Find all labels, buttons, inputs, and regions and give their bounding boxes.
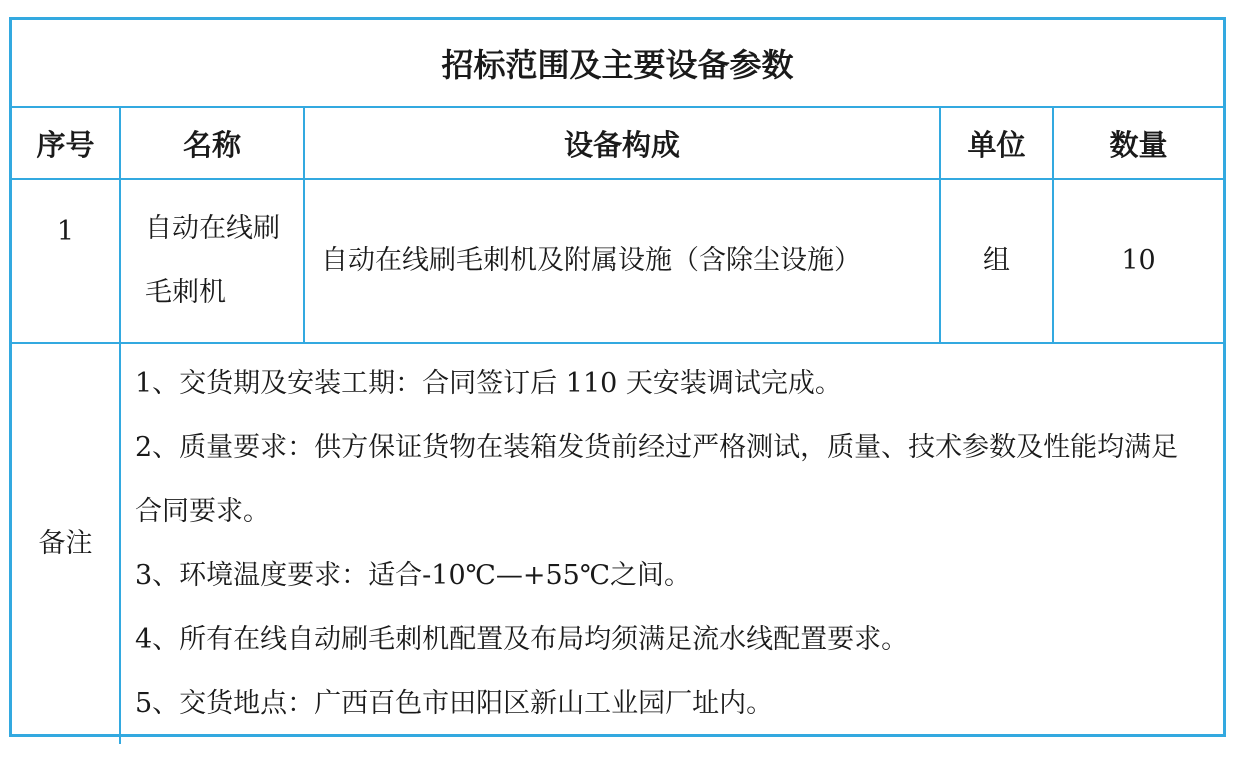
remarks-row (12, 343, 1223, 744)
header-unit: 单位 (940, 107, 1053, 179)
remarks-label: 备注 (12, 343, 120, 744)
remark-item: 1、交货期及安装工期：合同签订后 110 天安装调试完成。 (135, 368, 842, 399)
header-qty: 数量 (1053, 107, 1223, 179)
header-composition: 设备构成 (304, 107, 940, 179)
row-name: 自动在线刷毛刺机 (120, 179, 304, 343)
row-unit: 组 (940, 179, 1053, 343)
title-row (12, 20, 1223, 107)
remark-item: 2、质量要求：供方保证货物在装箱发货前经过严格测试，质量、技术参数及性能均满足合同要求。 (135, 432, 1179, 527)
header-seq: 序号 (12, 107, 120, 179)
row-seq: 1 (12, 179, 120, 343)
header-row (12, 107, 1223, 179)
remarks-content (120, 343, 1223, 744)
row-qty: 10 (1053, 179, 1223, 343)
header-name: 名称 (120, 107, 304, 179)
equipment-table-frame (9, 17, 1226, 737)
table-row (12, 179, 1223, 343)
remark-item: 4、所有在线自动刷毛刺机配置及布局均须满足流水线配置要求。 (135, 624, 909, 655)
remark-item: 3、环境温度要求：适合-10℃—+55℃之间。 (135, 560, 692, 591)
table-title: 招标范围及主要设备参数 (12, 20, 1223, 107)
row-composition: 自动在线刷毛刺机及附属设施（含除尘设施） (304, 179, 940, 343)
equipment-parameter-table (12, 20, 1223, 744)
remark-item: 5、交货地点：广西百色市田阳区新山工业园厂址内。 (135, 688, 774, 719)
